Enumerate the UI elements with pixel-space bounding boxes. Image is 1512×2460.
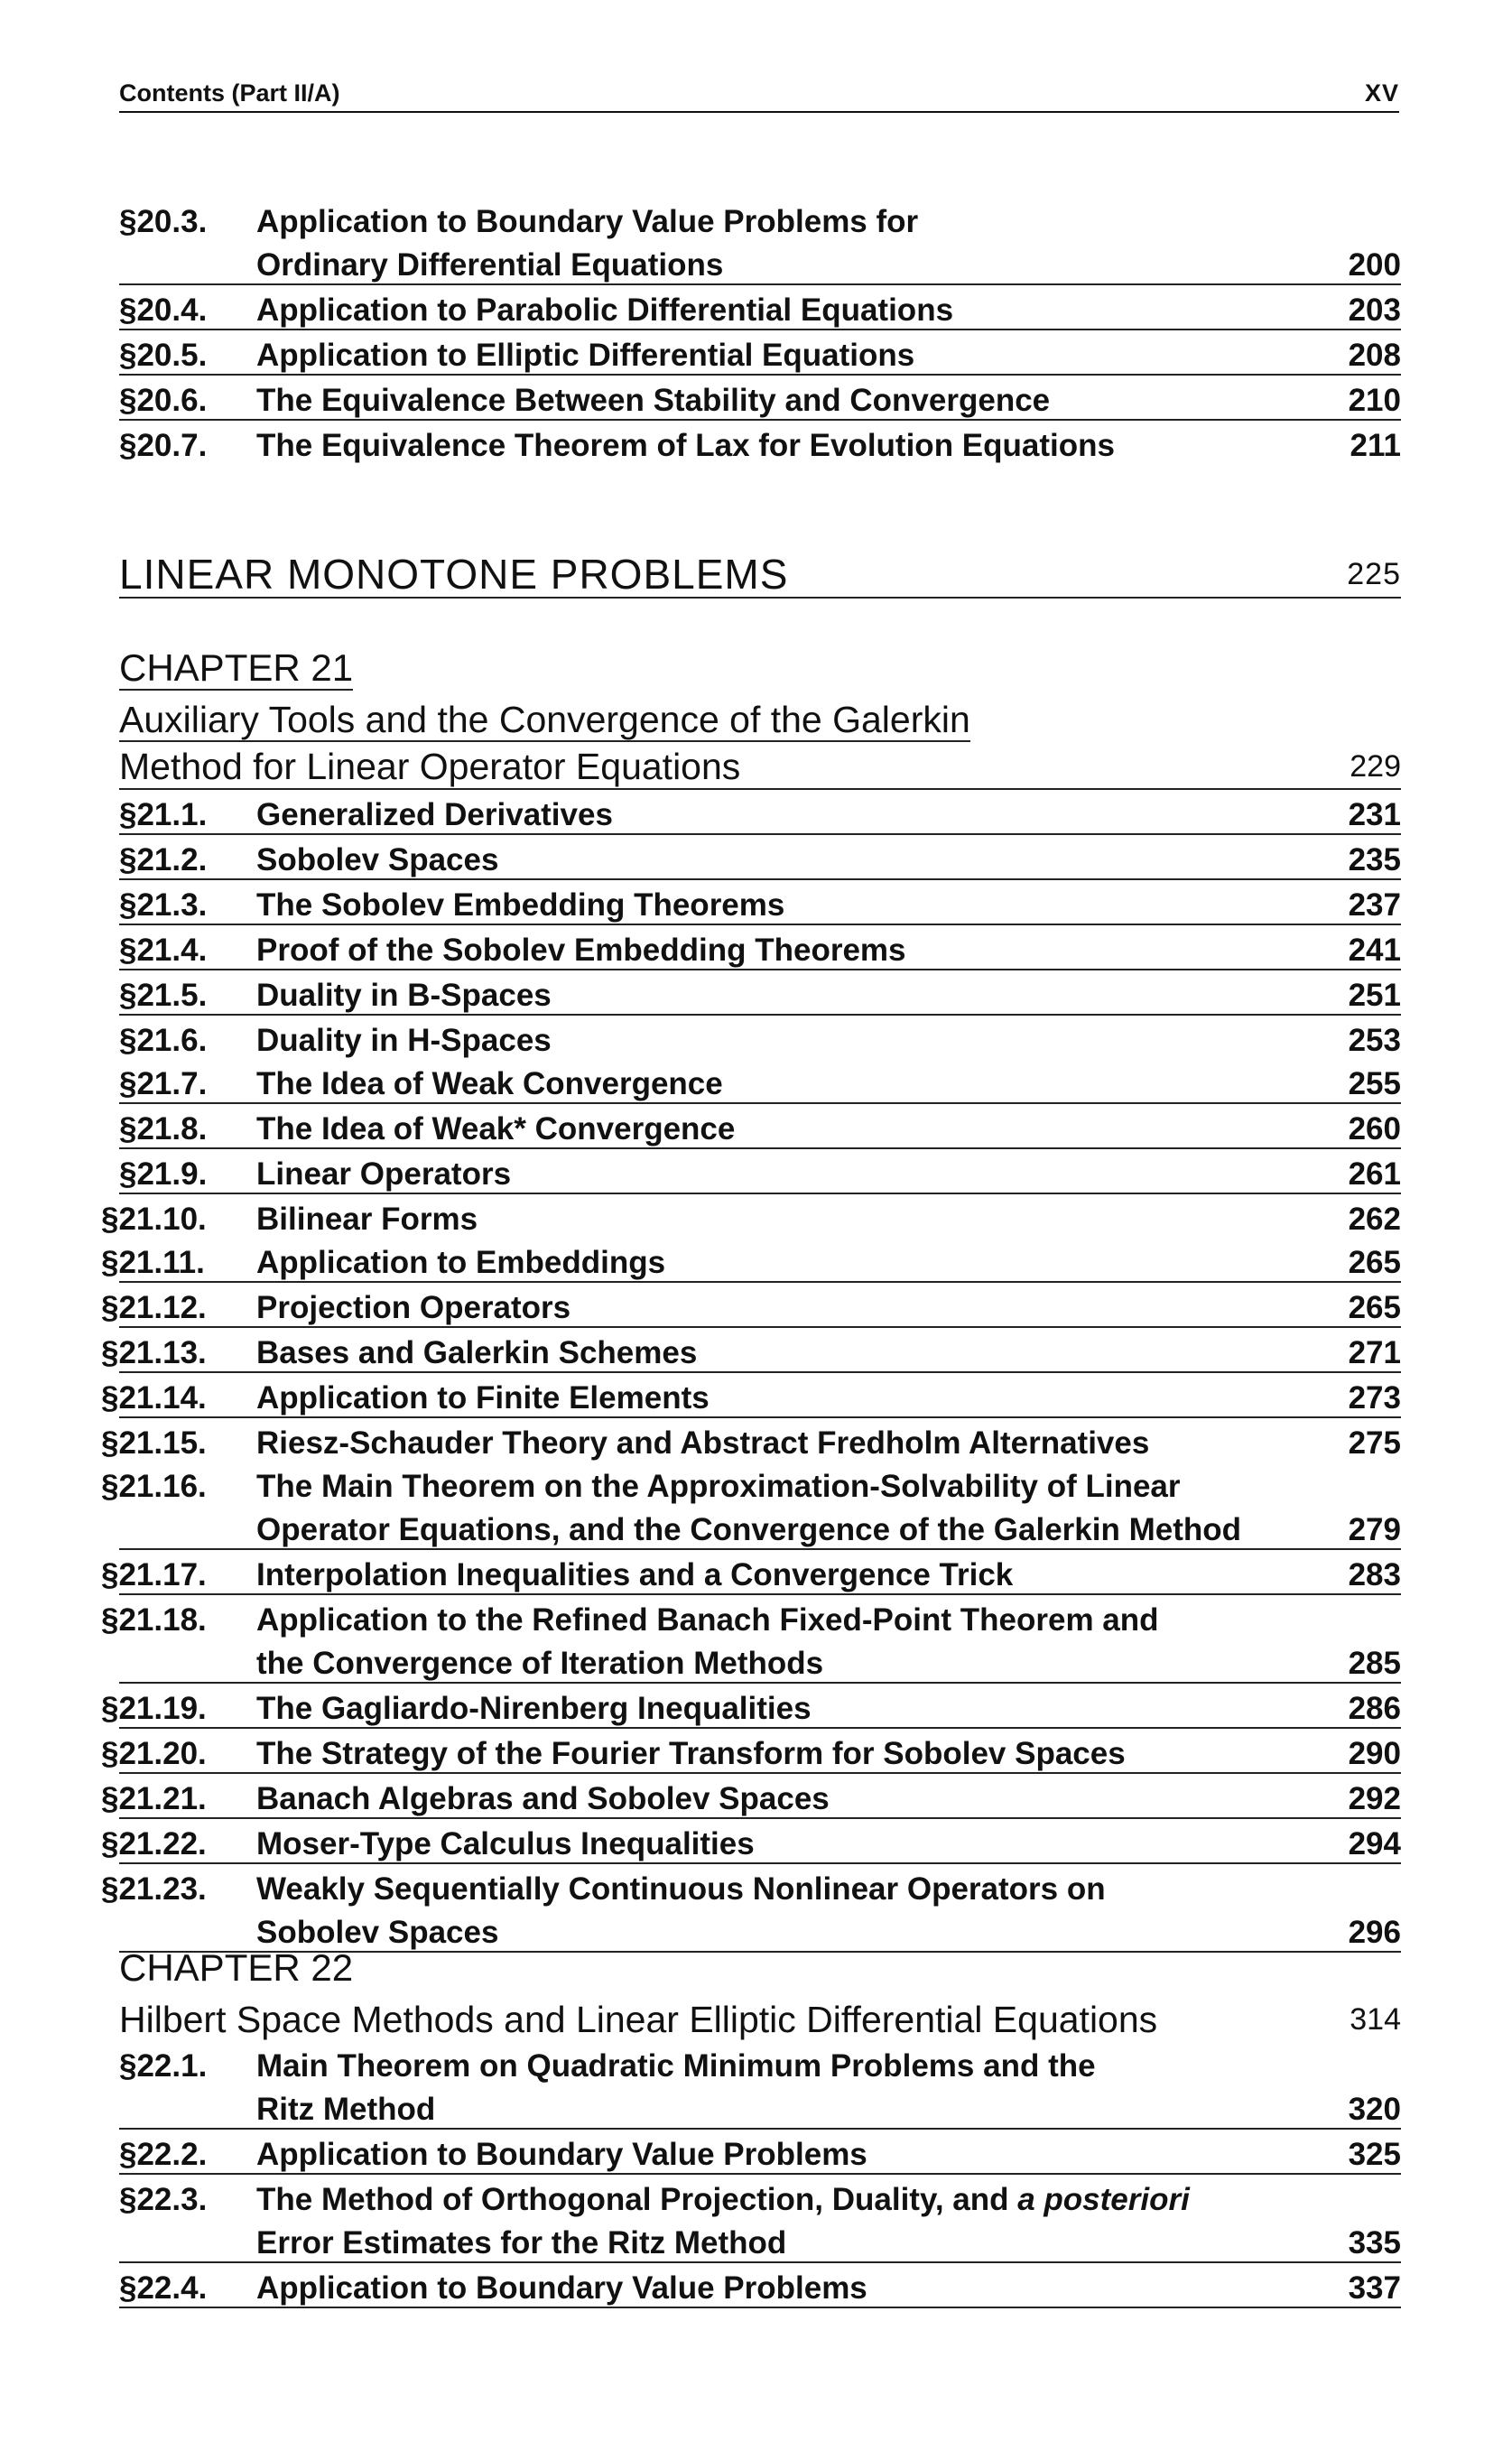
toc-entry[interactable] <box>101 1595 1401 1684</box>
section-number: §21.2. <box>119 842 208 877</box>
section-title: Sobolev Spaces <box>256 842 499 877</box>
page-number: 225 <box>1347 557 1401 591</box>
section-title: Projection Operators <box>256 1290 571 1325</box>
chapter-title[interactable] <box>119 694 1401 741</box>
part-title: LINEAR MONOTONE PROBLEMS <box>119 551 789 598</box>
page-number: 255 <box>1348 1066 1401 1101</box>
page-number: 211 <box>1350 428 1401 463</box>
toc-entry[interactable] <box>119 835 1401 880</box>
page-number: 337 <box>1348 2270 1401 2306</box>
toc-entry[interactable] <box>119 790 1401 835</box>
toc-entry[interactable] <box>101 1550 1401 1595</box>
page-number: 237 <box>1348 887 1401 923</box>
toc-entry[interactable] <box>119 970 1401 1016</box>
section-title: Linear Operators <box>256 1156 512 1192</box>
page-number: 294 <box>1348 1826 1401 1861</box>
toc-entry[interactable] <box>101 1194 1401 1238</box>
section-number: §22.3. <box>119 2182 208 2217</box>
section-number: §20.7. <box>119 428 208 463</box>
section-title: Moser-Type Calculus Inequalities <box>256 1826 755 1861</box>
toc-entry[interactable] <box>119 1149 1401 1194</box>
section-title: The Method of Orthogonal Projection, Duality, and a posteriori <box>256 2182 1190 2217</box>
section-title-cont: the Convergence of Iteration Methods <box>256 1646 824 1681</box>
section-number: §21.3. <box>119 887 208 923</box>
section-number: §21.20. <box>101 1736 207 1771</box>
page-number: 262 <box>1348 1202 1401 1237</box>
chapter-title-line2: Method for Linear Operator Equations <box>119 746 741 787</box>
toc-entry[interactable] <box>101 1729 1401 1774</box>
section-title: Banach Algebras and Sobolev Spaces <box>256 1781 830 1816</box>
running-head-page-number: XV <box>1364 79 1399 107</box>
part-heading[interactable] <box>119 546 1401 599</box>
page-number: 285 <box>1348 1646 1401 1681</box>
toc-entry[interactable] <box>119 925 1401 970</box>
section-number: §20.5. <box>119 338 208 373</box>
chapter-title[interactable] <box>119 1994 1401 2041</box>
section-number: §20.6. <box>119 383 208 418</box>
section-title: Bases and Galerkin Schemes <box>256 1335 698 1370</box>
section-title: The Gagliardo-Nirenberg Inequalities <box>256 1691 812 1726</box>
page-number: 251 <box>1348 978 1401 1013</box>
chapter-21-section-list <box>101 790 1401 1953</box>
page-number: 320 <box>1348 2092 1401 2127</box>
page-number: 314 <box>1350 2002 1401 2037</box>
page-number: 231 <box>1348 797 1401 832</box>
page-number: 241 <box>1348 933 1401 968</box>
toc-entry[interactable] <box>119 421 1401 464</box>
section-number: §21.5. <box>119 978 208 1013</box>
section-number: §21.22. <box>101 1826 207 1861</box>
section-title-cont: Operator Equations, and the Convergence of the Galerkin Method <box>256 1512 1241 1547</box>
section-number: §22.4. <box>119 2270 208 2306</box>
toc-entry[interactable] <box>119 376 1401 421</box>
section-number: §20.4. <box>119 292 208 328</box>
page-number: 286 <box>1348 1691 1401 1726</box>
page-number: 275 <box>1348 1425 1401 1461</box>
page-number: 261 <box>1348 1156 1401 1192</box>
section-title-cont: Ordinary Differential Equations <box>256 247 724 283</box>
toc-entry[interactable] <box>101 1373 1401 1418</box>
page-number: 325 <box>1348 2137 1401 2172</box>
toc-entry[interactable] <box>101 1462 1401 1550</box>
section-number: §21.12. <box>101 1290 207 1325</box>
section-number: §21.1. <box>119 797 208 832</box>
chapter-title-line1: Auxiliary Tools and the Convergence of the Galerkin <box>119 699 970 740</box>
page-number: 208 <box>1348 338 1401 373</box>
section-title: Interpolation Inequalities and a Convergence Trick <box>256 1557 1014 1592</box>
section-title: Application to Parabolic Differential Equations <box>256 292 954 328</box>
page-number: 296 <box>1348 1915 1401 1950</box>
toc-entry[interactable] <box>119 1104 1401 1149</box>
toc-entry[interactable] <box>119 1016 1401 1059</box>
toc-entry[interactable] <box>119 2041 1401 2130</box>
page-number: 265 <box>1348 1245 1401 1280</box>
section-number: §21.14. <box>101 1380 207 1416</box>
section-title: Application to Elliptic Differential Equations <box>256 338 915 373</box>
toc-entry[interactable] <box>101 1774 1401 1819</box>
page-number: 200 <box>1348 247 1401 283</box>
toc-entry[interactable] <box>101 1418 1401 1462</box>
toc-entry[interactable] <box>101 1328 1401 1373</box>
section-title: Bilinear Forms <box>256 1202 478 1237</box>
section-title: The Equivalence Theorem of Lax for Evolution Equations <box>256 428 1115 463</box>
section-title: The Idea of Weak* Convergence <box>256 1111 736 1146</box>
section-number: §21.8. <box>119 1111 208 1146</box>
section-number: §21.13. <box>101 1335 207 1370</box>
section-number: §21.23. <box>101 1871 207 1907</box>
page-number: 271 <box>1348 1335 1401 1370</box>
toc-entry[interactable] <box>101 1684 1401 1729</box>
section-title: The Sobolev Embedding Theorems <box>256 887 785 923</box>
section-number: §22.1. <box>119 2048 208 2084</box>
page-number: 279 <box>1348 1512 1401 1547</box>
toc-entry[interactable] <box>101 1283 1401 1328</box>
toc-entry[interactable] <box>119 2130 1401 2175</box>
chapter-title-line[interactable] <box>119 741 1401 790</box>
running-head-title: Contents (Part II/A) <box>119 79 340 107</box>
toc-entry[interactable] <box>119 197 1401 285</box>
section-title: The Main Theorem on the Approximation-Solvability of Linear <box>256 1469 1181 1504</box>
section-title: Proof of the Sobolev Embedding Theorems <box>256 933 906 968</box>
section-number: §20.3. <box>119 204 208 239</box>
running-head <box>119 79 1399 113</box>
section-number: §21.19. <box>101 1691 207 1726</box>
toc-entry[interactable] <box>101 1864 1401 1953</box>
section-number: §21.21. <box>101 1781 207 1816</box>
section-title-cont: Sobolev Spaces <box>256 1915 499 1950</box>
section-title: Duality in B-Spaces <box>256 978 552 1013</box>
chapter-label: CHAPTER 22 <box>119 1946 354 1989</box>
section-title: Riesz-Schauder Theory and Abstract Fredholm Alternatives <box>256 1425 1150 1461</box>
section-number: §21.6. <box>119 1023 208 1058</box>
page-number: 260 <box>1348 1111 1401 1146</box>
toc-entry[interactable] <box>119 330 1401 376</box>
section-number: §21.4. <box>119 933 208 968</box>
section-title: Generalized Derivatives <box>256 797 613 832</box>
section-title: Application to Embeddings <box>256 1245 666 1280</box>
page-number: 265 <box>1348 1290 1401 1325</box>
section-title: The Idea of Weak Convergence <box>256 1066 723 1101</box>
chapter-21 <box>101 645 1401 1953</box>
toc-entry[interactable] <box>119 285 1401 330</box>
page-number: 335 <box>1348 2225 1401 2260</box>
section-number: §21.10. <box>101 1202 207 1237</box>
section-number: §21.17. <box>101 1557 207 1592</box>
section-title: Weakly Sequentially Continuous Nonlinear Operators on <box>256 1871 1106 1907</box>
section-title: Application to Boundary Value Problems <box>256 2270 867 2306</box>
section-number: §21.16. <box>101 1469 207 1504</box>
toc-entry[interactable] <box>119 2175 1401 2263</box>
toc-entry[interactable] <box>101 1819 1401 1864</box>
section-title-cont: Error Estimates for the Ritz Method <box>256 2225 787 2260</box>
section-title: Duality in H-Spaces <box>256 1023 552 1058</box>
page-number: 203 <box>1348 292 1401 328</box>
section-title: The Equivalence Between Stability and Convergence <box>256 383 1051 418</box>
section-title: Application to Boundary Value Problems for <box>256 204 919 239</box>
chapter-label: CHAPTER 21 <box>119 646 354 689</box>
section-number: §21.7. <box>119 1066 208 1101</box>
section-title: Application to the Refined Banach Fixed-Point Theorem and <box>256 1602 1159 1638</box>
toc-entry[interactable] <box>119 1059 1401 1104</box>
section-title: Main Theorem on Quadratic Minimum Problems and the <box>256 2048 1096 2084</box>
page-number: 253 <box>1348 1023 1401 1058</box>
page-number: 292 <box>1348 1781 1401 1816</box>
section-number: §21.9. <box>119 1156 208 1192</box>
section-number: §21.18. <box>101 1602 207 1638</box>
section-title: Application to Finite Elements <box>256 1380 710 1416</box>
section-number: §22.2. <box>119 2137 208 2172</box>
toc-entry[interactable] <box>119 880 1401 925</box>
page-number: 235 <box>1348 842 1401 877</box>
page-number: 210 <box>1348 383 1401 418</box>
section-title: Application to Boundary Value Problems <box>256 2137 867 2172</box>
page-number: 290 <box>1348 1736 1401 1771</box>
section-number: §21.15. <box>101 1425 207 1461</box>
toc-entry[interactable] <box>101 1238 1401 1283</box>
chapter-20-section-list <box>119 197 1401 464</box>
page-number: 283 <box>1348 1557 1401 1592</box>
section-title: The Strategy of the Fourier Transform for Sobolev Spaces <box>256 1736 1126 1771</box>
section-number: §21.11. <box>101 1245 205 1280</box>
section-title-cont: Ritz Method <box>256 2092 436 2127</box>
chapter-22 <box>119 1945 1401 2308</box>
page-number: 229 <box>1350 749 1401 784</box>
toc-entry[interactable] <box>119 2263 1401 2308</box>
chapter-title-text: Hilbert Space Methods and Linear Elliptic Differential Equations <box>119 1999 1158 2040</box>
page-number: 273 <box>1348 1380 1401 1416</box>
